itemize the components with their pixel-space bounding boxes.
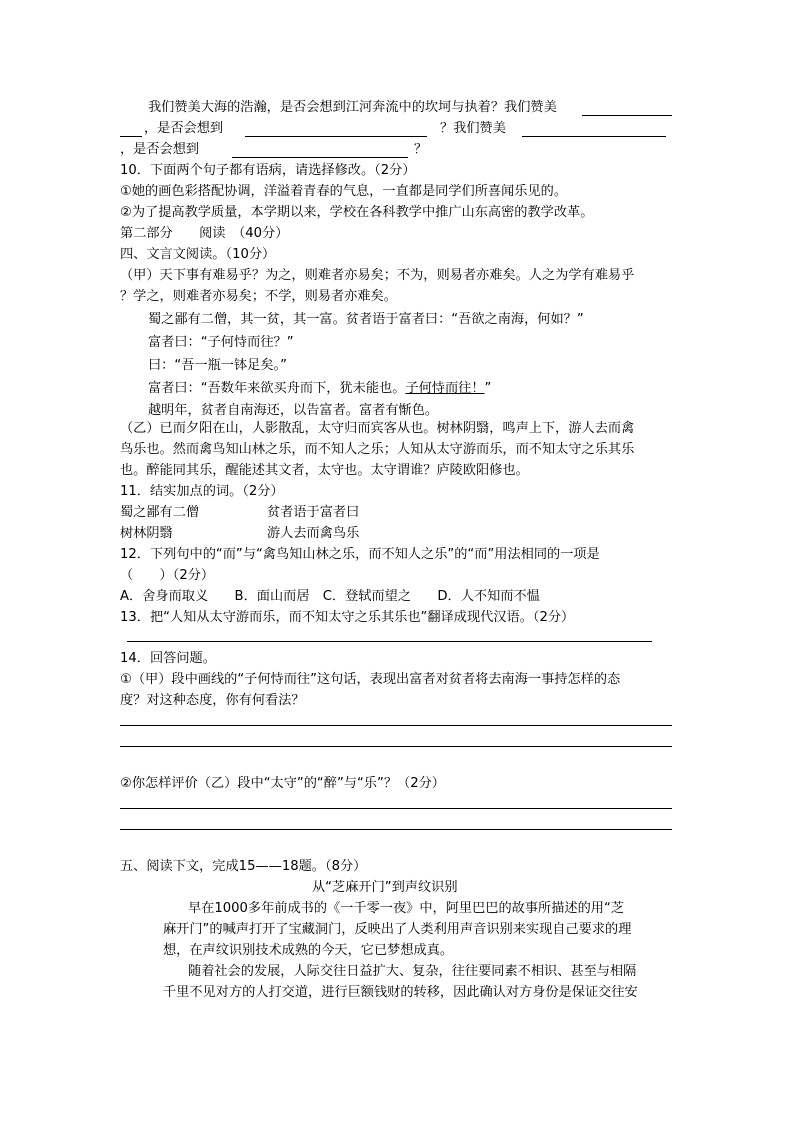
answer-blank[interactable] [232, 157, 408, 158]
section-5-heading: 五、阅读下文，完成15——18题。（8分） [120, 859, 367, 874]
jia-line-7: 越明年，贫者自南海还，以告富者。富者有惭色。 [148, 403, 439, 418]
answer-blank[interactable] [582, 115, 672, 116]
answer-line[interactable] [120, 829, 672, 830]
jia-line-4: 富者曰：“子何恃而往？” [148, 335, 294, 350]
answer-blank[interactable] [120, 136, 142, 137]
q12-paren: （ ）（2分） [120, 568, 215, 583]
intro-line-3b: ？ [414, 142, 428, 157]
answer-line[interactable] [120, 808, 672, 809]
part-2-heading: 第二部分 阅读 （40分） [120, 226, 289, 241]
q11-item-a: 蜀之鄙有二僧 [120, 505, 200, 520]
jia-line-2: ？学之，则难者亦易矣；不学，则易者亦难矣。 [120, 289, 397, 304]
answer-blank[interactable] [245, 136, 427, 137]
q14-stem: 14．回答问题。 [120, 651, 216, 666]
underlined-phrase: 子何恃而往！ [405, 381, 485, 396]
answer-line[interactable] [127, 641, 652, 642]
jia-line-6a: 富者曰：“吾数年来欲买舟而下，犹未能也。 [148, 381, 406, 396]
yi-line-3: 也。醉能同其乐，醒能述其文者，太守也。太守谓谁？庐陵欧阳修也。 [120, 463, 529, 478]
section-4-heading: 四、文言文阅读。（10分） [120, 247, 276, 262]
jia-line-6c: ” [484, 381, 492, 396]
article-p1-line-1: 早在1000多年前成书的《一千零一夜》中，阿里巴巴的故事所描述的用“芝 [188, 901, 625, 916]
yi-line-1: （乙）已而夕阳在山，人影散乱，太守归而宾客从也。树林阴翳，鸣声上下，游人去而禽 [120, 421, 635, 436]
q14-sub-2: ②你怎样评价（乙）段中“太守”的“醉”与“乐”？（2分） [120, 776, 445, 791]
article-p1-line-2: 麻开门”的喊声打开了宝藏洞门，反映出了人类利用声音识别来实现自己要求的理 [163, 922, 632, 937]
intro-line-2b: ？我们赞美 [440, 121, 506, 136]
q12-stem: 12．下列句中的“而”与“禽鸟知山林之乐，而不知人之乐”的“而”用法相同的一项是 [120, 547, 600, 562]
jia-line-6 [148, 378, 491, 399]
q10-sentence-2: ②为了提高教学质量，本学期以来，学校在各科教学中推广山东高密的教学改革。 [120, 205, 594, 220]
jia-line-1: （甲）天下事有难易乎？为之，则难者亦易矣；不为，则易者亦难矣。人之为学有难易乎 [120, 268, 635, 283]
article-p2-line-1: 随着社会的发展，人际交往日益扩大、复杂，往往要同素不相识、甚至与相隔 [188, 964, 637, 979]
q10-stem: 10．下面两个句子都有语病，请选择修改。（2分） [120, 163, 416, 178]
answer-blank[interactable] [522, 136, 666, 137]
q11-stem: 11．结实加点的词。（2分） [120, 484, 284, 499]
q11-item-c: 树林阴翳 [120, 526, 173, 541]
article-p2-line-2: 千里不见对方的人打交道，进行巨额钱财的转移，因此确认对方身份是保证交往安 [163, 985, 638, 1000]
article-p1-line-3: 想，在声纹识别技术成熟的今天，它已梦想成真。 [163, 943, 454, 958]
jia-line-3: 蜀之鄙有二僧，其一贫，其一富。贫者语于富者曰：“吾欲之南海，何如？” [148, 312, 584, 327]
jia-line-5: 曰：“吾一瓶一钵足矣。” [148, 358, 287, 373]
q14-sub-1a: ①（甲）段中画线的“子何恃而往”这句话，表现出富者对贫者将去南海一事持怎样的态 [120, 672, 621, 687]
q10-sentence-1: ①她的画色彩搭配协调，洋溢着青春的气息，一直都是同学们所喜闻乐见的。 [120, 184, 568, 199]
q11-item-b: 贫者语于富者曰 [267, 505, 360, 520]
q14-sub-1b: 度？对这种态度，你有何看法？ [120, 693, 305, 708]
q11-item-d: 游人去而禽鸟乐 [267, 526, 360, 541]
answer-line[interactable] [120, 746, 672, 747]
intro-line-2a: ，是否会想到 [144, 121, 224, 136]
q12-options: A．舍身而取义 B．面山而居 C．登轼而望之 D．人不知而不愠 [120, 589, 540, 604]
yi-line-2: 鸟乐也。然而禽鸟知山林之乐，而不知人之乐；人知从太守游而乐，而不知太守之乐其乐 [120, 442, 635, 457]
article-title: 从“芝麻开门”到声纹识别 [312, 880, 458, 895]
answer-line[interactable] [120, 725, 672, 726]
q13-stem: 13．把“人知从太守游而乐，而不知太守之乐其乐也”翻译成现代汉语。（2分） [120, 610, 575, 625]
intro-line-1: 我们赞美大海的浩瀚，是否会想到江河奔流中的坎坷与执着？我们赞美 [148, 100, 557, 115]
intro-line-3a: ，是否会想到 [120, 142, 200, 157]
